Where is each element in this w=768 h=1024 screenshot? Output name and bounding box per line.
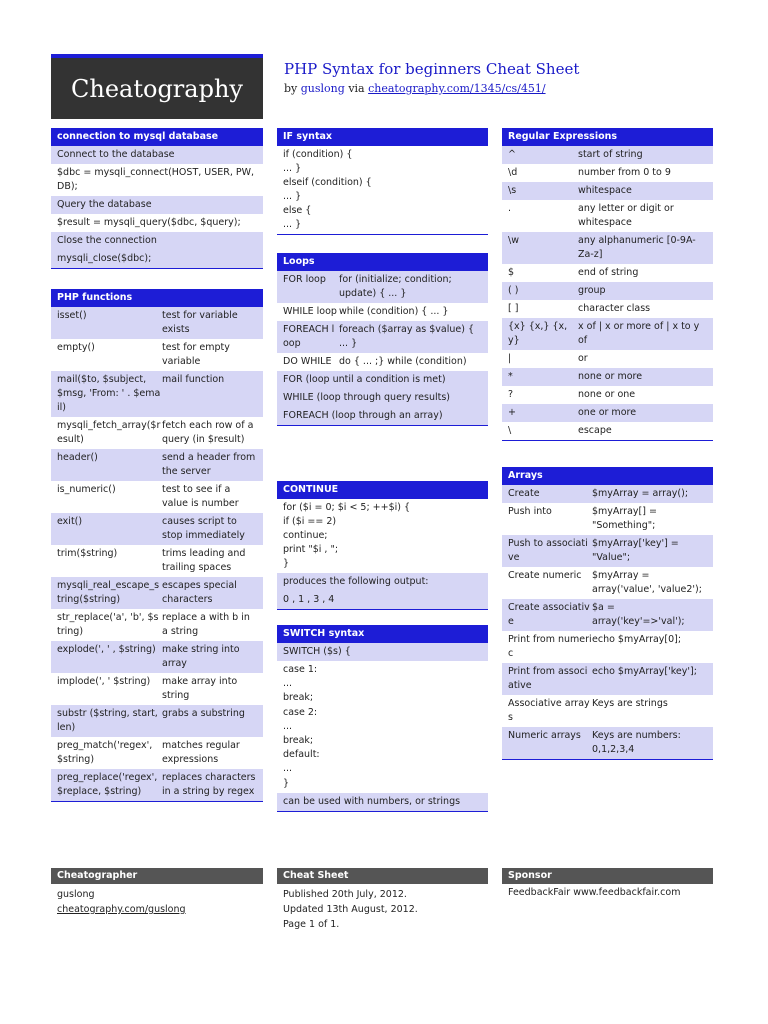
php-functions-header: PHP functions <box>51 289 263 307</box>
row-value: one or more <box>578 407 637 418</box>
row-value: group <box>578 285 606 296</box>
switch-header: SWITCH syntax <box>277 625 488 643</box>
row-value: escape <box>578 425 612 436</box>
row-key: . <box>508 203 512 214</box>
row-value: causes script to stop immediately <box>162 516 245 541</box>
regex-table <box>502 146 713 440</box>
row-key: preg_replace('regex', $replace, $string) <box>57 772 158 797</box>
row-key: mail($to, $subject, $msg, 'From: ' . $email) <box>57 374 161 413</box>
row-value: make string into array <box>162 644 240 669</box>
regex-row <box>502 164 713 182</box>
footer-cheat-sheet <box>277 868 488 935</box>
continue-code: for ($i = 0; $i < 5; ++$i) { if ($i == 2) continue; print "$i , "; } <box>283 502 411 569</box>
loops-section <box>277 253 488 426</box>
row-key: FOREACH loop <box>283 324 335 349</box>
row-key: + <box>508 407 516 418</box>
sponsor-text[interactable]: FeedbackFair www.feedbackfair.com <box>508 887 681 898</box>
row-key: DO WHILE <box>283 356 332 367</box>
mysql-row: $dbc = mysqli_connect(HOST, USER, PW, DB); <box>57 167 255 192</box>
footer-sponsor <box>502 868 713 903</box>
cheatography-logo[interactable]: Cheatography <box>51 54 263 119</box>
row-key: \w <box>508 235 519 246</box>
funcs-row <box>51 737 263 769</box>
byline <box>284 82 546 95</box>
regex-row <box>502 232 713 264</box>
arrays-row <box>502 663 713 695</box>
row-value: echo $myArray[0]; <box>592 634 682 645</box>
funcs-row <box>51 371 263 417</box>
funcs-row <box>51 307 263 339</box>
funcs-row <box>51 609 263 641</box>
regex-row <box>502 200 713 232</box>
row-value: $a = array('key'=>'val'); <box>592 602 685 627</box>
regex-row <box>502 368 713 386</box>
row-value: character class <box>578 303 651 314</box>
row-key: $ <box>508 267 515 278</box>
row-key: | <box>508 353 512 364</box>
row-value: test to see if a value is number <box>162 484 239 509</box>
funcs-row <box>51 481 263 513</box>
row-value: $myArray = array(); <box>592 488 689 499</box>
funcs-row <box>51 705 263 737</box>
regex-row <box>502 404 713 422</box>
loops-note: FOR (loop until a condition is met) <box>277 371 488 389</box>
switch-note: can be used with numbers, or strings <box>277 793 488 811</box>
row-value: x of | x or more of | x to y of <box>578 321 700 346</box>
row-key: \ <box>508 425 512 436</box>
row-value: test for empty variable <box>162 342 230 367</box>
funcs-row <box>51 417 263 449</box>
mysql-row: $result = mysqli_query($dbc, $query); <box>57 217 241 228</box>
sheet-url-link[interactable]: cheatography.com/1345/cs/451/ <box>368 82 546 95</box>
regex-row <box>502 422 713 440</box>
funcs-row <box>51 513 263 545</box>
row-key: [ ] <box>508 303 519 314</box>
arrays-row <box>502 599 713 631</box>
row-value: send a header from the server <box>162 452 256 477</box>
row-value: replaces characters in a string by regex <box>162 772 256 797</box>
regex-row <box>502 282 713 300</box>
row-key: str_replace('a', 'b', $string) <box>57 612 159 637</box>
arrays-row <box>502 567 713 599</box>
continue-output: 0 , 1 , 3 , 4 <box>277 591 488 609</box>
loops-note: FOREACH (loop through an array) <box>277 407 488 425</box>
byline-via: via <box>348 82 365 95</box>
if-syntax-code: if (condition) { ... } elseif (condition) { ... } else { ... } <box>283 149 372 230</box>
row-value: whitespace <box>578 185 632 196</box>
footer-cheatographer <box>51 868 263 920</box>
mysql-section <box>51 128 263 269</box>
mysql-row: mysqli_close($dbc); <box>51 250 263 268</box>
loops-note: WHILE (loop through query results) <box>277 389 488 407</box>
arrays-row <box>502 485 713 503</box>
row-key: \s <box>508 185 517 196</box>
row-key: is_numeric() <box>57 484 116 495</box>
row-value: for (initialize; condition; update) { ... } <box>339 274 452 299</box>
page-count: Page 1 of 1. <box>283 919 340 930</box>
row-key: substr ($string, start, len) <box>57 708 158 733</box>
row-key: mysqli_real_escape_string($string) <box>57 580 160 605</box>
sponsor-header: Sponsor <box>502 868 713 884</box>
row-key: * <box>508 371 513 382</box>
regex-row <box>502 264 713 282</box>
row-value: replace a with b in a string <box>162 612 250 637</box>
row-value: matches regular expressions <box>162 740 240 765</box>
row-value: Keys are numbers: 0,1,2,3,4 <box>592 730 681 755</box>
arrays-row <box>502 535 713 567</box>
row-key: preg_match('regex', $string) <box>57 740 153 765</box>
arrays-section <box>502 467 713 760</box>
funcs-row <box>51 577 263 609</box>
continue-note: produces the following output: <box>277 573 488 591</box>
author-link[interactable]: guslong <box>300 82 345 95</box>
regex-row <box>502 300 713 318</box>
cheatographer-link[interactable]: cheatography.com/guslong <box>57 904 186 915</box>
row-value: make array into string <box>162 676 238 701</box>
row-value: none or one <box>578 389 636 400</box>
funcs-row <box>51 641 263 673</box>
cheatographer-header: Cheatographer <box>51 868 263 884</box>
loops-header: Loops <box>277 253 488 271</box>
arrays-header: Arrays <box>502 467 713 485</box>
loops-row <box>277 321 488 353</box>
row-value: any letter or digit or whitespace <box>578 203 674 228</box>
loops-table <box>277 271 488 371</box>
arrays-row <box>502 695 713 727</box>
row-value: mail function <box>162 374 225 385</box>
mysql-row: Query the database <box>51 196 263 214</box>
row-value: trims leading and trailing spaces <box>162 548 246 573</box>
switch-first-line: SWITCH ($s) { <box>277 643 488 661</box>
row-value: $myArray = array('value', 'value2'); <box>592 570 702 595</box>
regex-row <box>502 318 713 350</box>
continue-section <box>277 481 488 610</box>
row-value: $myArray['key'] = "Value"; <box>592 538 679 563</box>
row-key: explode(', ' , $string) <box>57 644 156 655</box>
row-key: ? <box>508 389 514 400</box>
funcs-row <box>51 449 263 481</box>
row-value: $myArray[] = "Something"; <box>592 506 657 531</box>
row-key: {x} {x,} {x,y} <box>508 321 568 346</box>
cheatographer-name: guslong <box>57 889 95 900</box>
php-functions-table <box>51 307 263 801</box>
row-key: Associative arrays <box>508 698 590 723</box>
row-key: implode(', ' $string) <box>57 676 151 687</box>
published-date: Published 20th July, 2012. <box>283 889 407 900</box>
row-key: Numeric arrays <box>508 730 581 741</box>
regex-section <box>502 128 713 441</box>
regex-row <box>502 386 713 404</box>
row-value: grabs a substring <box>162 708 245 719</box>
php-functions-section <box>51 289 263 802</box>
row-key: Print from numeric <box>508 634 592 659</box>
mysql-row: Connect to the database <box>51 146 263 164</box>
row-key: Push to associative <box>508 538 588 563</box>
row-key: trim($string) <box>57 548 118 559</box>
regex-row <box>502 182 713 200</box>
cheat-sheet-header: Cheat Sheet <box>277 868 488 884</box>
arrays-row <box>502 631 713 663</box>
row-value: echo $myArray['key']; <box>592 666 697 677</box>
arrays-table <box>502 485 713 759</box>
if-syntax-header: IF syntax <box>277 128 488 146</box>
mysql-header: connection to mysql database <box>51 128 263 146</box>
row-value: start of string <box>578 149 643 160</box>
loops-row <box>277 303 488 321</box>
row-value: escapes special characters <box>162 580 237 605</box>
row-value: none or more <box>578 371 643 382</box>
continue-header: CONTINUE <box>277 481 488 499</box>
row-key: \d <box>508 167 518 178</box>
row-value: or <box>578 353 588 364</box>
funcs-row <box>51 339 263 371</box>
switch-section <box>277 625 488 812</box>
row-key: ^ <box>508 149 516 160</box>
row-key: mysqli_fetch_array($result) <box>57 420 161 445</box>
loops-row <box>277 271 488 303</box>
row-key: Create <box>508 488 540 499</box>
byline-by: by <box>284 82 298 95</box>
row-value: while (condition) { ... } <box>339 306 449 317</box>
mysql-row: Close the connection <box>51 232 263 250</box>
row-value: do { ... ;} while (condition) <box>339 356 467 367</box>
funcs-row <box>51 769 263 801</box>
row-value: any alphanumeric [0-9A-Za-z] <box>578 235 696 260</box>
switch-code: case 1: ... break; case 2: ... break; default: ... } <box>283 664 320 789</box>
row-key: ( ) <box>508 285 519 296</box>
funcs-row <box>51 673 263 705</box>
row-value: test for variable exists <box>162 310 238 335</box>
row-key: isset() <box>57 310 87 321</box>
row-key: header() <box>57 452 98 463</box>
row-key: Create associative <box>508 602 590 627</box>
regex-row <box>502 146 713 164</box>
row-key: Print from associative <box>508 666 588 691</box>
row-key: empty() <box>57 342 95 353</box>
row-value: foreach ($array as $value) { ... } <box>339 324 475 349</box>
regex-row <box>502 350 713 368</box>
updated-date: Updated 13th August, 2012. <box>283 904 418 915</box>
row-value: Keys are strings <box>592 698 668 709</box>
regex-header: Regular Expressions <box>502 128 713 146</box>
arrays-row <box>502 503 713 535</box>
funcs-row <box>51 545 263 577</box>
row-value: end of string <box>578 267 639 278</box>
row-value: fetch each row of a query (in $result) <box>162 420 254 445</box>
if-syntax-section <box>277 128 488 235</box>
row-key: exit() <box>57 516 83 527</box>
row-key: FOR loop <box>283 274 326 285</box>
loops-row <box>277 353 488 371</box>
row-key: WHILE loop <box>283 306 337 317</box>
row-key: Push into <box>508 506 552 517</box>
row-value: number from 0 to 9 <box>578 167 671 178</box>
arrays-row <box>502 727 713 759</box>
row-key: Create numeric <box>508 570 582 581</box>
page-title: PHP Syntax for beginners Cheat Sheet <box>284 60 580 78</box>
